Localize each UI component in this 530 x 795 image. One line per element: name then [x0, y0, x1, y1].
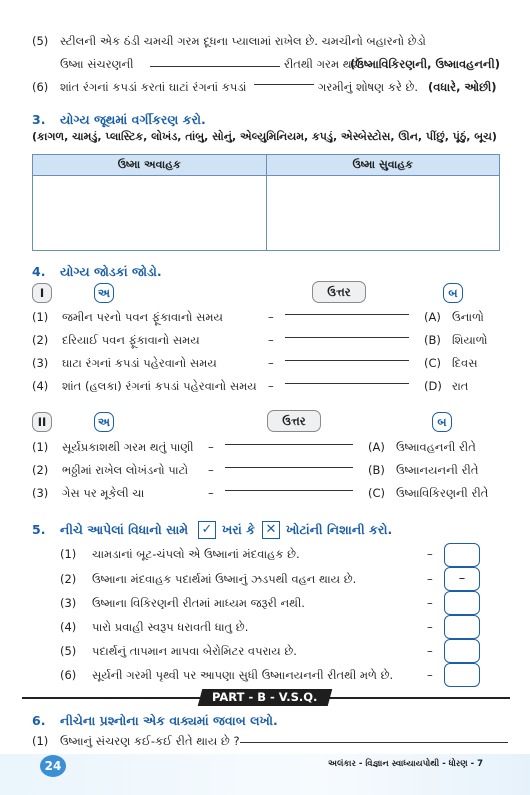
part-i-row2-b: શિયાળો: [452, 333, 488, 347]
part-ii-row2-b: ઉષ્માનયનની રીતે: [396, 463, 479, 477]
part-i-row4-answer[interactable]: [285, 383, 409, 384]
s5-row6-num: (6): [60, 668, 77, 682]
section5-number: 5.: [32, 522, 46, 537]
q5-line2a: ઉષ્મા સંચરણની: [60, 57, 134, 71]
q5-line2b: રીતથી ગરમ થશે.: [284, 57, 365, 71]
part-b-label: PART - B - V.S.Q.: [212, 690, 318, 704]
s6-q1-text: ઉષ્માનું સંચરણ કઈ-કઈ રીતે થાય છે ?: [60, 734, 240, 748]
part-ii-row2-num: (2): [32, 463, 49, 477]
section3-items: (કાગળ, ચામડું, પ્લાસ્ટિક, લોખંડ, તાંબુ, સોનું, એલ્યુમિનિયમ, કપડું, એસ્બેસ્ટોસ, ઊન, પીંછું, પૂંઠું, બૂચ): [32, 130, 497, 143]
part-i-row1-answer[interactable]: [285, 314, 409, 315]
part-i-row3-b: દિવસ: [452, 356, 478, 370]
s5-row3-text: ઉષ્માના વિકિરણની રીતમાં માધ્યમ જરૂરી નથી.: [92, 596, 305, 610]
part-i-row3-dash: –: [268, 356, 274, 370]
q5-number: (5): [32, 34, 49, 48]
part-i-row1-dash: –: [268, 310, 274, 324]
s5-row2-dash: –: [427, 572, 433, 586]
s5-row3-answer-box[interactable]: [444, 591, 480, 615]
s5-row4-dash: –: [427, 620, 433, 634]
q6-answer-blank[interactable]: [254, 84, 314, 85]
part-i-row1-bnum: (A): [424, 310, 441, 324]
s5-row1-num: (1): [60, 547, 77, 561]
part-ii-row1-answer[interactable]: [225, 444, 353, 445]
part-i-row3-a: ઘાટા રંગનાં કપડાં પહેરવાનો સમય: [62, 356, 217, 370]
part-i-row4-b: રાત: [452, 379, 469, 393]
s5-row2-text: ઉષ્માના મંદવાહક પદાર્થમાં ઉષ્માનું ઝડપથી વહન થાય છે.: [92, 572, 357, 586]
q5-answer-blank[interactable]: [150, 66, 280, 67]
s5-row1-text: ચામડાનાં બૂટ-ચંપલો એ ઉષ્માનાં મંદવાહક છે.: [92, 547, 300, 561]
part-ii-col-a: અ: [94, 412, 114, 432]
part-i-row3-answer[interactable]: [285, 360, 409, 361]
section4-title: યોગ્ય જોડકાં જોડો.: [60, 264, 162, 279]
section5-title-a: નીચે આપેલાં વિધાનો સામે: [60, 522, 189, 537]
insulator-cell[interactable]: [33, 176, 267, 251]
s6-q1-num: (1): [32, 734, 49, 748]
part-i-row4-a: શાંત (હલકા) રંગનાં કપડાં પહેરવાનો સમય: [62, 379, 257, 393]
s6-q1-answer-line[interactable]: [240, 742, 508, 743]
q6-number: (6): [32, 80, 49, 94]
s5-row2-num: (2): [60, 572, 77, 586]
part-ii-row3-b: ઉષ્માવિકિરણની રીતે: [396, 486, 489, 500]
part-i-row4-dash: –: [268, 379, 274, 393]
part-ii-row3-a: ગેસ પર મૂકેલી ચા: [62, 486, 145, 500]
cross-icon: ✕: [262, 521, 280, 539]
classification-table: [32, 154, 500, 251]
s5-row5-dash: –: [427, 644, 433, 658]
col-insulator-header: ઉષ્મા અવાહક: [33, 155, 267, 176]
s5-row5-num: (5): [60, 644, 77, 658]
s5-row4-num: (4): [60, 620, 77, 634]
part-i-row4-num: (4): [32, 379, 49, 393]
part-ii-row2-answer[interactable]: [225, 467, 353, 468]
section5-title-b: ખરાં કે: [222, 522, 255, 537]
section6-title: નીચેના પ્રશ્નોના એક વાક્યમાં જવાબ લખો.: [60, 713, 278, 728]
q6-options: (વધારે, ઓછી): [428, 80, 497, 94]
part-i-col-a: અ: [94, 283, 114, 303]
part-i-row2-dash: –: [268, 333, 274, 347]
part-ii-row3-num: (3): [32, 486, 49, 500]
part-ii-row2-a: ભઠ્ઠીમાં રાખેલ લોખંડનો પાટો: [62, 463, 189, 477]
part-i-label: I: [32, 283, 52, 303]
section3-title: યોગ્ય જૂથમાં વર્ગીકરણ કરો.: [60, 112, 206, 127]
q5-options: (ઉષ્માવિકિરણની, ઉષ્માવહનની): [350, 57, 501, 71]
tick-icon: ✓: [198, 521, 216, 539]
part-ii-row1-bnum: (A): [368, 440, 385, 454]
part-ii-label: II: [32, 412, 52, 432]
s5-row4-answer-box[interactable]: [444, 615, 480, 639]
part-ii-row1-b: ઉષ્માવહનની રીતે: [396, 440, 476, 454]
part-i-row1-a: જમીન પરનો પવન ફૂંકાવાનો સમય: [62, 310, 223, 324]
part-i-row3-num: (3): [32, 356, 49, 370]
s5-row4-text: પારો પ્રવાહી સ્વરૂપ ધરાવતી ધાતુ છે.: [92, 620, 249, 634]
s5-row5-answer-box[interactable]: [444, 639, 480, 663]
part-ii-row3-answer[interactable]: [225, 490, 353, 491]
part-i-row1-b: ઉનાળો: [452, 310, 484, 324]
part-ii-row1-a: સૂર્યપ્રકાશથી ગરમ થતું પાણી: [62, 440, 194, 454]
part-i-row3-bnum: (C): [424, 356, 442, 370]
s5-row1-dash: –: [427, 547, 433, 561]
q6-text-a: શાંત રંગનાં કપડાં કરતાં ઘાટાં રંગનાં કપડાં: [60, 80, 247, 94]
s5-row6-text: સૂર્યની ગરમી પૃથ્વી પર આપણા સુધી ઉષ્માનયનની રીતથી મળે છે.: [92, 668, 394, 682]
part-ii-row2-bnum: (B): [368, 463, 385, 477]
s5-row6-dash: –: [427, 668, 433, 682]
part-ii-row3-dash: –: [208, 486, 214, 500]
part-ii-answer-header: ઉત્તર: [267, 410, 321, 432]
conductor-cell[interactable]: [266, 176, 500, 251]
col-conductor-header: ઉષ્મા સુવાહક: [266, 155, 500, 176]
s5-row3-num: (3): [60, 596, 77, 610]
part-i-row1-num: (1): [32, 310, 49, 324]
s5-row1-answer-box[interactable]: [444, 543, 480, 567]
q6-text-b: ગરમીનું શોષણ કરે છે.: [318, 80, 419, 94]
part-ii-row2-dash: –: [208, 463, 214, 477]
section5-title-c: ખોટાંની નિશાની કરો.: [286, 522, 393, 537]
section3-number: 3.: [32, 112, 46, 127]
s5-row2-answer-box[interactable]: –: [444, 567, 480, 591]
part-ii-col-b: બ: [432, 412, 452, 432]
part-i-row2-bnum: (B): [424, 333, 441, 347]
part-ii-row1-num: (1): [32, 440, 49, 454]
section4-number: 4.: [32, 264, 46, 279]
part-i-col-b: બ: [443, 283, 463, 303]
part-i-answer-header: ઉત્તર: [312, 281, 366, 303]
part-b-banner: [198, 689, 333, 706]
s5-row6-answer-box[interactable]: [444, 663, 480, 687]
q5-line1: સ્ટીલની એક ઠંડી ચમચી ગરમ દૂધના પ્યાલામાં રાખેલ છે. ચમચીનો બહારનો છેડો: [60, 34, 426, 48]
part-i-row2-answer[interactable]: [285, 337, 409, 338]
section6-number: 6.: [32, 713, 46, 728]
footer-book-title: અલંકાર - વિજ્ઞાન સ્વાધ્યાયપોથી - ધોરણ - 7: [328, 759, 484, 769]
part-i-row2-num: (2): [32, 333, 49, 347]
page-number: 24: [40, 755, 66, 777]
part-i-row4-bnum: (D): [424, 379, 442, 393]
s5-row5-text: પદાર્થનું તાપમાન માપવા બેરોમિટર વપરાય છે.: [92, 644, 297, 658]
s5-row3-dash: –: [427, 596, 433, 610]
part-ii-row1-dash: –: [208, 440, 214, 454]
part-ii-row3-bnum: (C): [368, 486, 386, 500]
part-i-row2-a: દરિયાઈ પવન ફૂંકાવાનો સમય: [62, 333, 200, 347]
